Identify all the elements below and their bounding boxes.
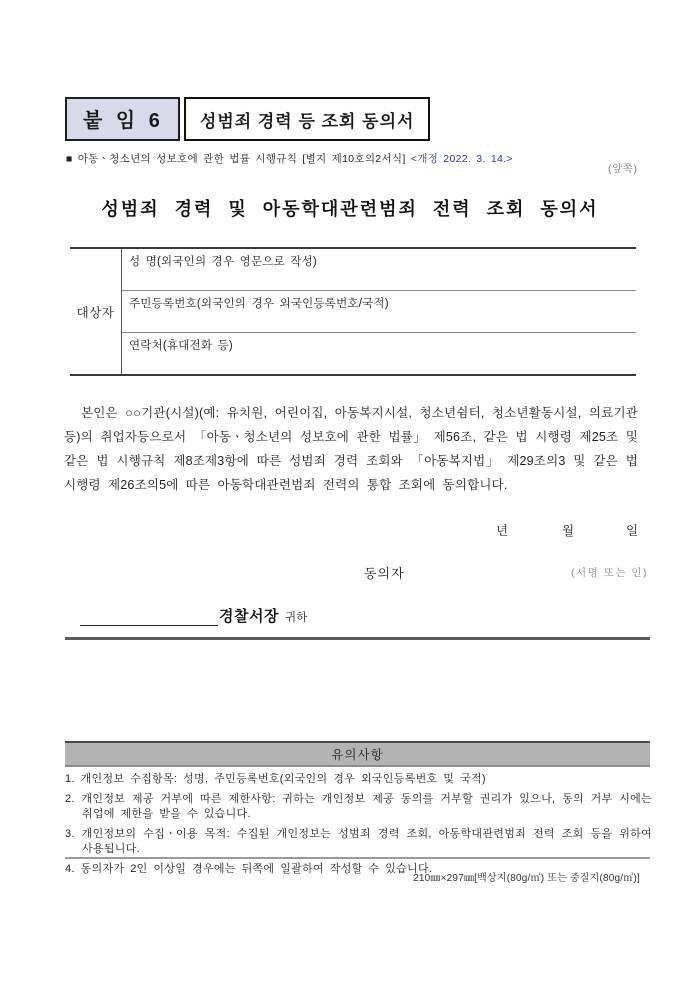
subject-field-column bbox=[122, 249, 636, 374]
notice-item-1: 1. 개인정보 수집항목: 성명, 주민등록번호(외국인의 경우 외국인등록번호 및 국적) bbox=[65, 773, 486, 785]
notice-list bbox=[65, 772, 652, 882]
form-name-badge: 성범죄 경력 등 조회 동의서 bbox=[184, 97, 431, 141]
document-title: 성범죄 경력 및 아동학대관련범죄 전력 조회 동의서 bbox=[101, 199, 599, 219]
day-label: 일 bbox=[626, 524, 639, 538]
signer-label: 동의자 bbox=[364, 566, 405, 581]
police-station-blank bbox=[80, 608, 218, 626]
notice-banner: 유의사항 bbox=[65, 741, 650, 767]
legal-reference-line bbox=[66, 151, 513, 166]
recipient-name: 경찰서장 bbox=[219, 608, 279, 625]
revision-date-text: <개정 2022. 3. 14.> bbox=[410, 153, 513, 165]
notice-item-3: 3. 개인정보의 수집ㆍ이용 목적: 수집된 개인정보는 성범죄 경력 조회, 아동학대관련범죄 전력 조회 등을 위하여 사용됩니다. bbox=[65, 828, 652, 855]
bottom-rule bbox=[65, 857, 650, 859]
contact-field: 연락처(휴대전화 등) bbox=[122, 332, 636, 374]
notice-item-2: 2. 개인정보 제공 거부에 따른 제한사항: 귀하는 개인정보 제공 동의를 거부할 권리가 있으나, 동의 거부 시에는 취업에 제한을 받을 수 있습니다. bbox=[65, 793, 652, 820]
section-divider bbox=[65, 637, 650, 640]
date-line bbox=[0, 521, 700, 537]
attachment-number-badge: 붙 임 6 bbox=[65, 97, 180, 141]
recipient-line bbox=[80, 604, 307, 626]
month-label: 월 bbox=[562, 524, 575, 538]
page-side-label: (앞쪽) bbox=[608, 164, 638, 175]
name-field: 성 명(외국인의 경우 영문으로 작성) bbox=[129, 256, 317, 268]
signer-line bbox=[0, 563, 700, 581]
subject-row-header: 대상자 bbox=[70, 249, 122, 374]
year-label: 년 bbox=[496, 524, 509, 538]
recipient-suffix: 귀하 bbox=[284, 612, 308, 624]
header-badges bbox=[65, 97, 430, 141]
legal-reference-text: ■ 아동ㆍ청소년의 성보호에 관한 법률 시행규칙 [별지 제10호의2서식] bbox=[66, 153, 406, 165]
subject-info-table bbox=[70, 247, 636, 376]
paper-spec-footer: 210㎜×297㎜[백상지(80g/㎡) 또는 중질지(80g/㎡)] bbox=[413, 873, 640, 884]
resident-number-field: 주민등록번호(외국인의 경우 외국인등록번호/국적) bbox=[122, 290, 636, 332]
notice-item-4: 4. 동의자가 2인 이상일 경우에는 뒤쪽에 일괄하여 작성할 수 있습니다. bbox=[65, 863, 433, 875]
signature-or-seal-note: (서명 또는 인) bbox=[571, 567, 649, 579]
consent-paragraph: 본인은 ○○기관(시설)(예: 유치원, 어린이집, 아동복지시설, 청소년쉼터, 청소년활동시설, 의료기관 등)의 취업자등으로서 「아동ㆍ청소년의 성보호에 관한 법률」 제56조, 같은 법 시행령 제25조 및 같은 법 시행규칙 제8조제3항에 따른 성범죄 경력 조회와 「아동복지법」 제29조의3 및 같은 법 시행령 제26조의5에 따른 아동학대관련범죄 전력의 통합 조회에 동의합니다. bbox=[64, 406, 638, 492]
